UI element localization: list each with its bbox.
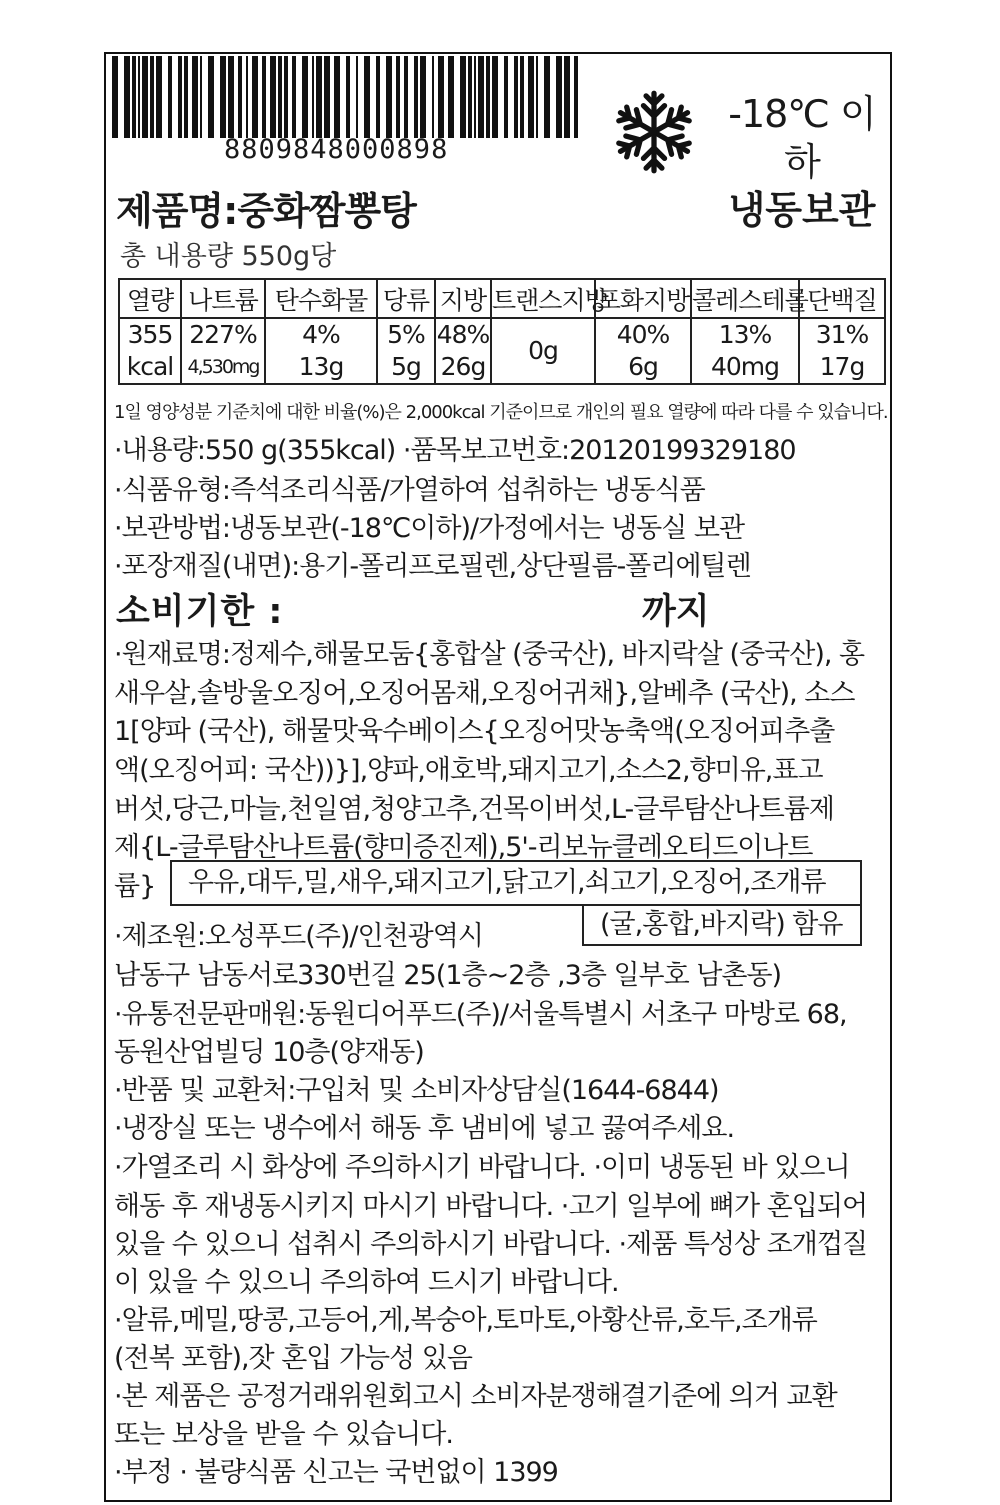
barcode-bar [356, 56, 358, 138]
nutrition-cell: 17g [799, 351, 885, 384]
barcode-bar [514, 56, 518, 138]
barcode-bar [270, 56, 276, 138]
barcode-bar [312, 56, 314, 138]
nutrition-header: 열량 [119, 279, 181, 318]
barcode-bar [178, 56, 182, 138]
nutrition-header: 나트륨 [181, 279, 265, 318]
barcode-bar [138, 56, 140, 138]
allergen-box-continued: (굴,홍합,바지락) 함유 [582, 904, 862, 946]
barcode-bar [184, 56, 188, 138]
nutrition-cell: 40% [595, 318, 691, 351]
barcode-bar [168, 56, 172, 138]
nutrition-cell: 5g [377, 351, 435, 384]
barcode-number: 8809848000898 [224, 134, 449, 165]
nutrition-cell: kcal [119, 351, 181, 384]
nutrition-cell: 13g [265, 351, 377, 384]
barcode-bar [492, 56, 498, 138]
barcode-bar [192, 56, 198, 138]
barcode-bar [150, 56, 154, 138]
footer-line: ·반품 및 교환처:구입처 및 소비자상담실(1644-6844) [114, 1075, 719, 1106]
barcode-bar [404, 56, 408, 138]
barcode-bar [448, 56, 454, 138]
nutrition-cell: 31% [799, 318, 885, 351]
barcode-bar [246, 56, 248, 138]
barcode-bar [460, 56, 466, 138]
footer-line: ·냉장실 또는 냉수에서 해동 후 냄비에 넣고 끓여주세요. [114, 1113, 735, 1144]
barcode-bar [208, 56, 214, 138]
barcode-bar [520, 56, 524, 138]
ingredient-line: 액(오징어피: 국산))}],양파,애호박,돼지고기,소스2,향미유,표고 [114, 755, 823, 786]
info-line: ·내용량:550 g(355kcal) ·품목보고번호:20120199329180 [114, 435, 796, 466]
barcode-bar [124, 56, 130, 138]
ingredient-line: ·원재료명:정제수,해물모둠{홍합살 (중국산), 바지락살 (중국산), 홍 [114, 639, 865, 670]
info-line: ·식품유형:즉석조리식품/가열하여 섭취하는 냉동식품 [114, 475, 705, 506]
barcode-bar [438, 56, 444, 138]
barcode-bar [132, 56, 136, 138]
storage-temperature: -18℃ 이하 [728, 92, 876, 184]
barcode-bar [156, 56, 162, 138]
barcode-bar [324, 56, 330, 138]
barcode-bar [474, 56, 476, 138]
footer-line: ·제조원:오성푸드(주)/인천광역시 [114, 921, 483, 952]
nutrition-cell: 6g [595, 351, 691, 384]
footer-line: ·부정 · 불량식품 신고는 국번없이 1399 [114, 1457, 558, 1488]
nutrition-header: 지방 [435, 279, 491, 318]
nutrition-header: 단백질 [799, 279, 885, 318]
barcode-bar [316, 56, 322, 138]
nutrition-cell: 5% [377, 318, 435, 351]
footer-line: 이 있을 수 있으니 주의하여 드시기 바랍니다. [114, 1267, 619, 1298]
barcode-bar [284, 56, 288, 138]
barcode-bar [504, 56, 508, 138]
barcode-bar [334, 56, 340, 138]
barcode-bar [486, 56, 490, 138]
barcode-bar [278, 56, 282, 138]
footer-line: ·알류,메밀,땅콩,고등어,게,복숭아,토마토,아황산류,호두,조개류 [114, 1305, 817, 1336]
nutrition-cell: 4,530mg [181, 351, 265, 384]
footer-line: 또는 보상을 받을 수 있습니다. [114, 1419, 453, 1450]
barcode-bar [112, 56, 118, 138]
barcode-bar [536, 56, 538, 138]
expiry-until: 까지 [642, 592, 710, 632]
barcode-bar [420, 56, 426, 138]
footer-line: (전복 포함),잣 혼입 가능성 있음 [114, 1343, 472, 1374]
barcode-bar [364, 56, 370, 138]
product-label [104, 52, 892, 1502]
storage-badge [714, 90, 890, 234]
barcode-bar [396, 56, 400, 138]
ingredient-line: 1[양파 (국산), 해물맛육수베이스{오징어맛농축액(오징어피추출 [114, 716, 835, 747]
nutrition-cell: 40mg [691, 351, 799, 384]
nutrition-cell: 227% [181, 318, 265, 351]
ingredient-line: 제{L-글루탐산나트륨(향미증진제),5'-리보뉴클레오티드이나트 [114, 832, 813, 863]
footer-line: ·유통전문판매원:동원디어푸드(주)/서울특별시 서초구 마방로 68, [114, 999, 847, 1030]
barcode-bar [468, 56, 472, 138]
footer-line: 남동구 남동서로330번길 25(1층~2층 ,3층 일부호 남촌동) [114, 960, 782, 991]
nutrition-cell: 4% [265, 318, 377, 351]
nutrition-cell: 48% [436, 320, 490, 349]
ingredient-line: 버섯,당근,마늘,천일염,청양고추,건목이버섯,L-글루탐산나트륨제 [114, 794, 834, 825]
nutrition-cell: 26g [435, 351, 491, 384]
barcode-bar [556, 56, 562, 138]
barcode-bar [376, 56, 380, 138]
barcode-bar [564, 56, 570, 138]
barcode-bar [574, 56, 578, 138]
barcode-bar [220, 56, 226, 138]
barcode-bar [142, 56, 148, 138]
storage-frozen-text: 냉동보관 [728, 188, 876, 232]
footer-line: 있을 수 있으니 섭취시 주의하시기 바랍니다. ·제품 특성상 조개껍질 [114, 1229, 868, 1260]
product-title: 제품명:중화짬뽕탕 [116, 189, 416, 233]
barcode-bar [228, 56, 234, 138]
nutrition-header: 당류 [377, 279, 435, 318]
nutrition-header: 콜레스테롤 [691, 279, 799, 318]
barcode-bar [302, 56, 308, 138]
total-content: 총 내용량 550g당 [120, 241, 337, 272]
barcode-bar [200, 56, 202, 138]
info-line: ·포장재질(내면):용기-폴리프로필렌,상단필름-폴리에틸렌 [114, 551, 751, 582]
barcode-bar [252, 56, 258, 138]
allergen-box: 우유,대두,밀,새우,돼지고기,닭고기,쇠고기,오징어,조개류 [170, 860, 862, 906]
ingredient-line: 륨} [114, 871, 156, 902]
nutrition-header: 탄수화물 [265, 279, 377, 318]
info-line: ·보관방법:냉동보관(-18℃이하)/가정에서는 냉동실 보관 [114, 513, 745, 544]
footer-line: ·본 제품은 공정거래위원회고시 소비자분쟁해결기준에 의거 교환 [114, 1381, 837, 1412]
footer-line: 해동 후 재냉동시키지 마시기 바랍니다. ·고기 일부에 뼈가 혼입되어 [114, 1191, 868, 1222]
barcode-bar [346, 56, 350, 138]
barcode-bar [262, 56, 266, 138]
nutrition-note: 1일 영양성분 기준치에 대한 비율(%)은 2,000kcal 기준이므로 개인의 필요 열량에 따라 다를 수 있습니다. [114, 402, 888, 423]
barcode-bar [386, 56, 392, 138]
barcode-bar [432, 56, 434, 138]
nutrition-header: 포화지방 [595, 279, 691, 318]
barcode-bar [414, 56, 418, 138]
snowflake-icon [610, 88, 698, 176]
nutrition-header: 트랜스지방 [491, 279, 595, 318]
nutrition-table [118, 278, 886, 385]
barcode-bar [544, 56, 550, 138]
nutrition-cell: 13% [691, 318, 799, 351]
nutrition-cell-trans-fat: 0g [491, 318, 595, 384]
barcode-bar [528, 56, 534, 138]
footer-line: 동원산업빌딩 10층(양재동) [114, 1037, 424, 1068]
barcode-bar [238, 56, 242, 138]
barcode-bar [292, 56, 296, 138]
barcode-bar [478, 56, 484, 138]
footer-line: ·가열조리 시 화상에 주의하시기 바랍니다. ·이미 냉동된 바 있으니 [114, 1152, 850, 1183]
nutrition-cell: 355 [119, 318, 181, 351]
expiry-label: 소비기한 : [116, 592, 284, 632]
barcode-image [108, 56, 582, 138]
ingredient-line: 새우살,솔방울오징어,오징어몸채,오징어귀채},알베추 (국산), 소스 [114, 678, 855, 709]
